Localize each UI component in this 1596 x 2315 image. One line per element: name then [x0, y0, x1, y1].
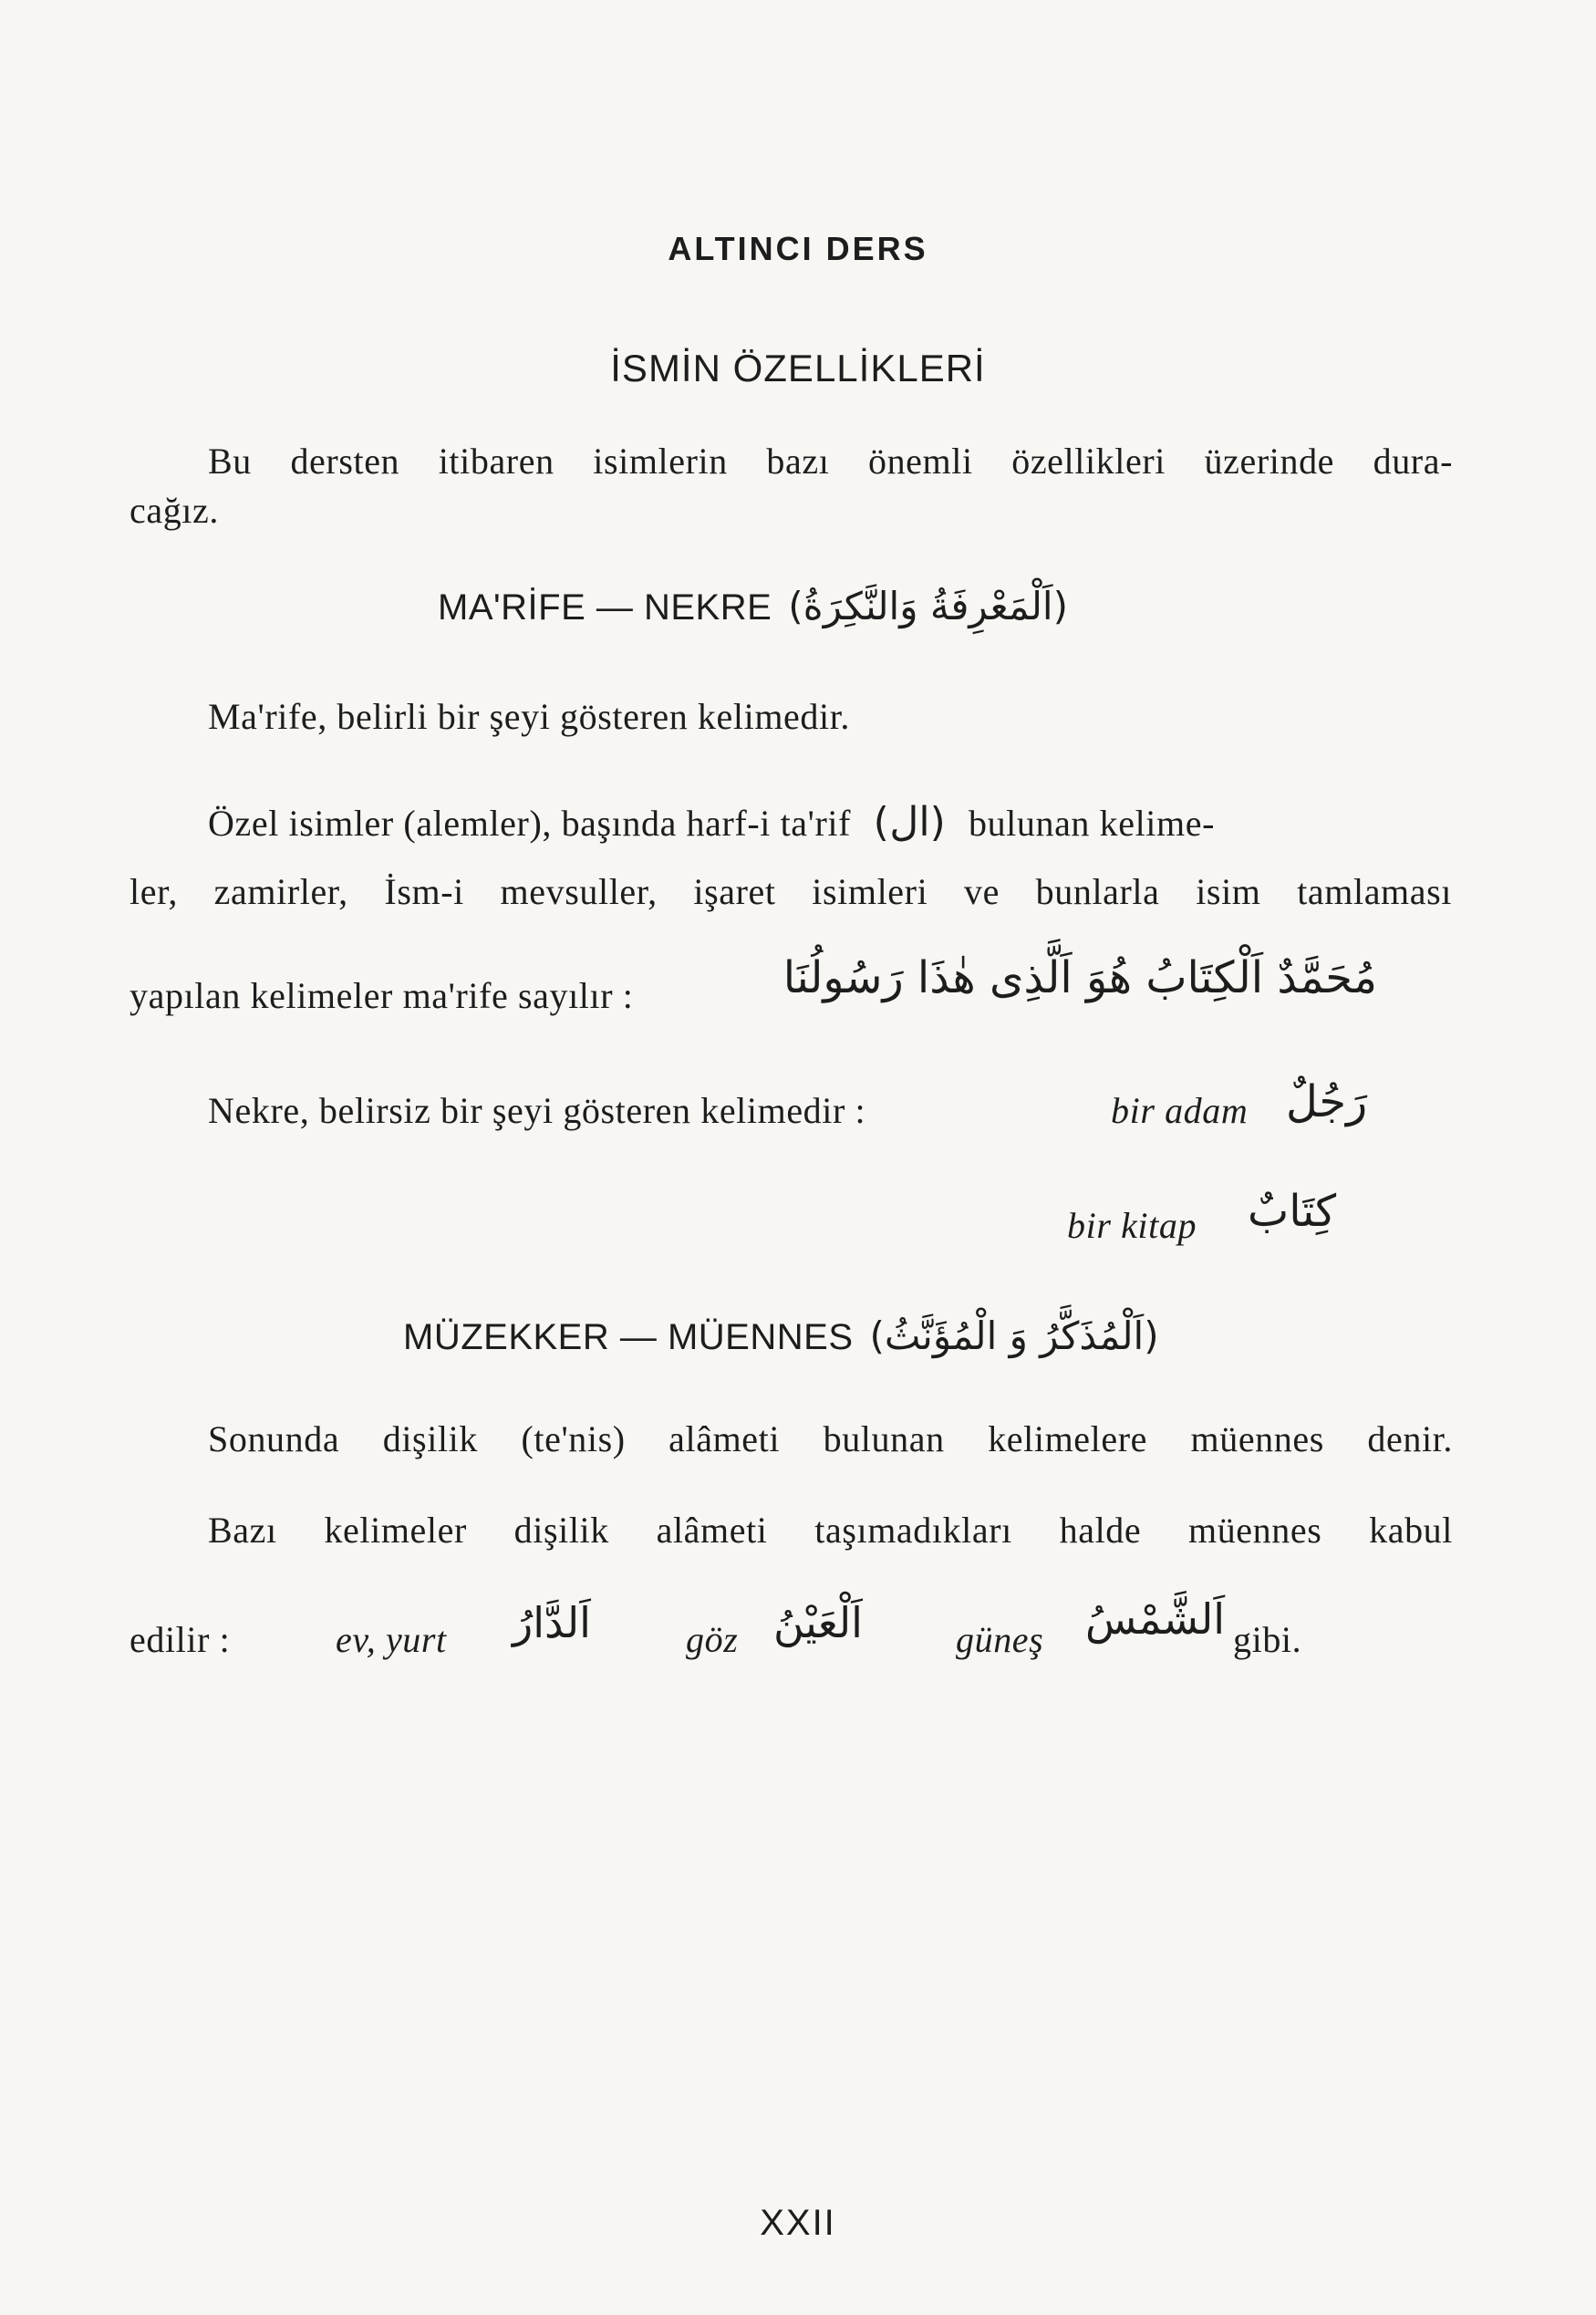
- muennes-example-3-turkish: güneş: [956, 1619, 1044, 1660]
- harf-i-tarif-arabic: (ال): [873, 799, 947, 846]
- muennes-line-3-suffix: gibi.: [1233, 1619, 1302, 1660]
- intro-line-1: Bu dersten itibaren isimlerin bazı önemli özellikleri üzerinde dura-: [208, 441, 1453, 482]
- section-title-2: MÜZEKKER — MÜENNES: [403, 1317, 854, 1357]
- page-title: İSMİN ÖZELLİKLERİ: [610, 347, 986, 389]
- section-marife-nekre-heading: [438, 584, 1068, 628]
- muennes-example-2-turkish: göz: [686, 1619, 739, 1660]
- nekre-example-2-arabic: كِتَابٌ: [1248, 1186, 1337, 1237]
- section-muzekker-muennes-heading: [403, 1313, 1159, 1358]
- marife-text-b: bulunan kelime-: [968, 803, 1216, 844]
- section-title: MA'RİFE — NEKRE: [438, 587, 772, 628]
- marife-definition: Ma'rife, belirli bir şeyi gösteren kelimedir.: [208, 696, 851, 737]
- nekre-example-1-turkish: bir adam: [1111, 1090, 1249, 1131]
- marife-examples-arabic: مُحَمَّدٌ اَلْكِتَابُ هُوَ اَلَّذِى هٰذَا رَسُولُنَا: [782, 952, 1377, 1003]
- section-arabic-title: (اَلْمَعْرِفَةُ وَالنَّكِرَةُ): [788, 584, 1068, 628]
- marife-paragraph-line-1: [208, 799, 1215, 846]
- nekre-definition: Nekre, belirsiz bir şeyi gösteren kelimedir :: [208, 1090, 866, 1131]
- marife-paragraph-line-2: ler, zamirler, İsm-i mevsuller, işaret isimleri ve bunlarla isim tamlaması: [130, 871, 1452, 912]
- marife-paragraph-line-3: yapılan kelimeler ma'rife sayılır :: [130, 975, 634, 1016]
- muennes-example-2-arabic: اَلْعَيْنُ: [773, 1598, 863, 1647]
- nekre-example-1-arabic: رَجُلٌ: [1286, 1076, 1368, 1127]
- muennes-example-3-arabic: اَلشَّمْسُ: [1085, 1594, 1226, 1644]
- page-number: XXII: [760, 2203, 836, 2243]
- section-arabic-title-2: (اَلْمُذَكَّرُ وَ الْمُؤَنَّثُ): [869, 1313, 1159, 1358]
- muennes-example-1-turkish: ev, yurt: [336, 1619, 447, 1660]
- marife-text-a: Özel isimler (alemler), başında harf-i ta'rif: [208, 803, 852, 844]
- muennes-line-3-prefix: edilir :: [130, 1619, 231, 1660]
- nekre-example-2-turkish: bir kitap: [1067, 1205, 1197, 1246]
- muennes-example-1-arabic: اَلدَّارُ: [513, 1598, 591, 1647]
- muennes-line-1: Sonunda dişilik (te'nis) alâmeti bulunan kelimelere müennes denir.: [208, 1418, 1453, 1459]
- muennes-line-2: Bazı kelimeler dişilik alâmeti taşımadıkları halde müennes kabul: [208, 1510, 1453, 1551]
- intro-line-2: cağız.: [130, 490, 219, 531]
- lesson-heading: ALTINCI DERS: [668, 230, 928, 267]
